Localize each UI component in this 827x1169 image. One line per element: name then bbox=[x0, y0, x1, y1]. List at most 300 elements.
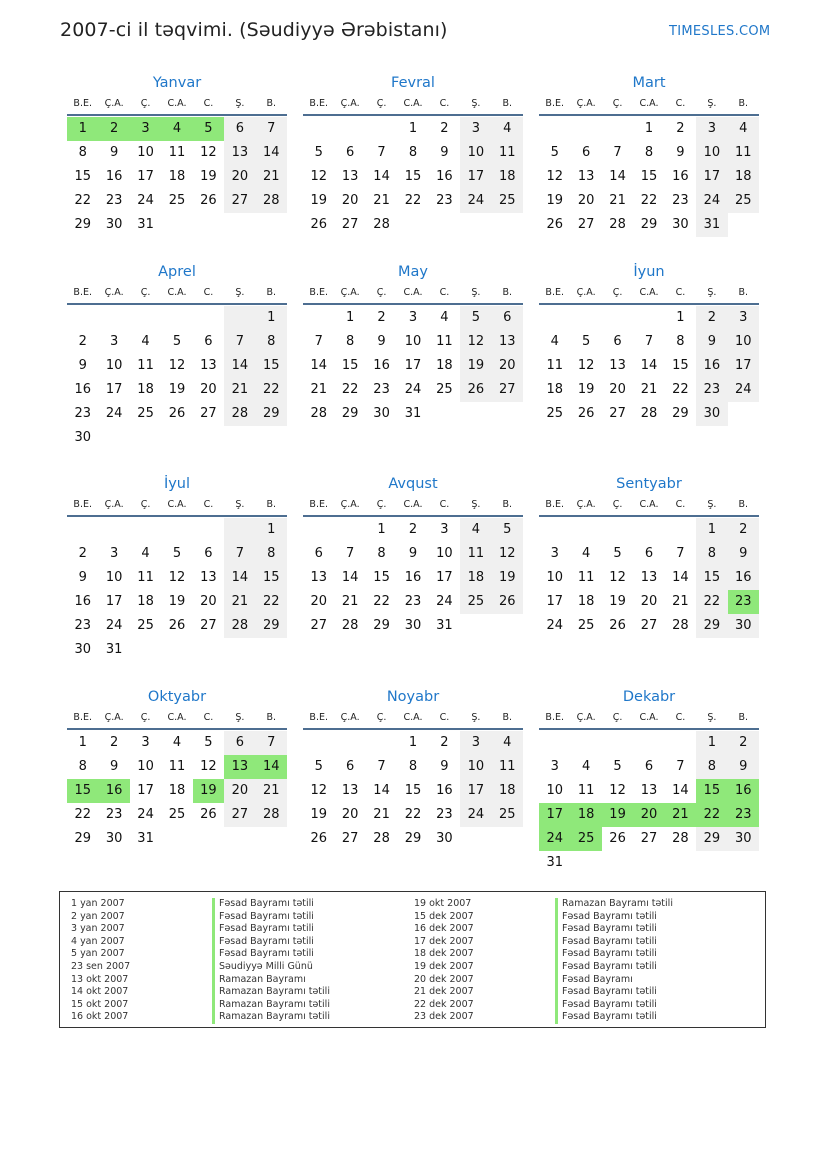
day-cell: 1 bbox=[696, 518, 727, 542]
weekday-header bbox=[67, 496, 287, 517]
day-cell: 13 bbox=[341, 169, 359, 184]
day-cell: 14 bbox=[341, 570, 359, 585]
day-grid bbox=[303, 117, 523, 237]
month-block bbox=[67, 260, 287, 450]
day-cell: 17 bbox=[404, 358, 422, 373]
weekday-label: Ş. bbox=[471, 499, 481, 510]
day-cell: 28 bbox=[224, 402, 255, 426]
day-cell: 29 bbox=[640, 217, 658, 232]
weekday-label: Ş. bbox=[707, 98, 717, 109]
holiday-name: Fəsad Bayramı tətili bbox=[555, 1011, 673, 1024]
day-cell: 24 bbox=[728, 378, 759, 402]
weekday-label: C. bbox=[675, 98, 686, 109]
day-cell: 11 bbox=[577, 783, 595, 798]
day-cell: 3 bbox=[408, 310, 418, 325]
weekday-label: B. bbox=[502, 287, 513, 298]
day-cell: 1 bbox=[256, 306, 287, 330]
day-cell: 31 bbox=[436, 618, 453, 633]
weekday-label: Ş. bbox=[707, 712, 717, 723]
weekday-label: Ş. bbox=[707, 287, 717, 298]
day-cell: 16 bbox=[436, 169, 453, 184]
day-cell: 25 bbox=[137, 618, 154, 633]
day-cell: 23 bbox=[696, 378, 727, 402]
month-name: Dekabr bbox=[622, 689, 676, 705]
holiday-names-column bbox=[555, 898, 673, 1024]
weekday-header bbox=[303, 284, 523, 305]
day-cell: 7 bbox=[345, 546, 355, 561]
day-cell: 23 bbox=[728, 803, 759, 827]
day-cell: 3 bbox=[460, 117, 491, 141]
day-cell: 9 bbox=[676, 145, 685, 160]
day-cell: 10 bbox=[460, 755, 491, 779]
holiday-name: Ramazan Bayramı tətili bbox=[555, 898, 673, 911]
day-cell: 25 bbox=[570, 827, 601, 851]
day-cell: 13 bbox=[640, 783, 658, 798]
weekday-label: B. bbox=[266, 98, 277, 109]
holiday-name: Ramazan Bayramı tətili bbox=[212, 999, 330, 1012]
day-cell: 4 bbox=[172, 735, 182, 750]
day-cell: 18 bbox=[168, 783, 186, 798]
weekday-label: Ç.A. bbox=[104, 98, 124, 109]
day-cell: 20 bbox=[310, 594, 327, 609]
day-cell: 31 bbox=[105, 642, 123, 657]
month-block bbox=[303, 260, 523, 426]
day-cell: 17 bbox=[539, 803, 570, 827]
day-cell: 5 bbox=[204, 735, 213, 750]
day-cell: 9 bbox=[78, 358, 87, 373]
day-cell: 2 bbox=[696, 306, 727, 330]
day-cell: 28 bbox=[672, 831, 689, 846]
day-cell: 1 bbox=[408, 735, 418, 750]
day-cell: 7 bbox=[256, 117, 287, 141]
day-cell: 17 bbox=[460, 779, 491, 803]
day-grid bbox=[67, 518, 287, 662]
day-cell: 21 bbox=[256, 165, 287, 189]
holiday-name: Ramazan Bayramı tətili bbox=[212, 986, 330, 999]
month-block bbox=[303, 472, 523, 638]
day-cell: 15 bbox=[672, 358, 689, 373]
weekday-label: Ç.A. bbox=[576, 98, 596, 109]
day-cell: 31 bbox=[404, 406, 422, 421]
day-cell: 16 bbox=[105, 169, 123, 184]
day-cell: 2 bbox=[98, 117, 129, 141]
weekday-label: C. bbox=[439, 287, 450, 298]
day-cell: 15 bbox=[256, 566, 287, 590]
day-cell: 4 bbox=[728, 117, 759, 141]
day-cell: 7 bbox=[224, 542, 255, 566]
day-cell: 27 bbox=[341, 217, 359, 232]
day-cell: 19 bbox=[168, 382, 186, 397]
day-cell: 14 bbox=[672, 783, 689, 798]
day-cell: 11 bbox=[436, 334, 453, 349]
day-cell: 2 bbox=[728, 731, 759, 755]
day-cell: 26 bbox=[577, 406, 595, 421]
holiday-dates-column bbox=[71, 898, 130, 1024]
weekday-label: Ş. bbox=[235, 499, 245, 510]
day-cell: 12 bbox=[310, 169, 327, 184]
day-cell: 7 bbox=[377, 759, 386, 774]
day-cell: 4 bbox=[550, 334, 559, 349]
day-cell: 1 bbox=[644, 121, 654, 136]
day-cell: 26 bbox=[310, 217, 327, 232]
day-cell: 29 bbox=[672, 406, 689, 421]
day-cell: 17 bbox=[728, 354, 759, 378]
day-cell: 19 bbox=[577, 382, 595, 397]
holiday-name: Fəsad Bayramı tətili bbox=[212, 936, 330, 949]
day-cell: 2 bbox=[728, 518, 759, 542]
day-cell: 6 bbox=[345, 145, 355, 160]
weekday-label: Ç. bbox=[612, 499, 623, 510]
day-cell: 27 bbox=[310, 618, 327, 633]
day-cell: 15 bbox=[404, 783, 422, 798]
day-cell: 21 bbox=[373, 807, 390, 822]
weekday-label: C.A. bbox=[167, 499, 187, 510]
month-name: Avqust bbox=[388, 476, 438, 492]
weekday-label: C.A. bbox=[403, 98, 423, 109]
month-block bbox=[539, 472, 759, 638]
weekday-label: Ç. bbox=[376, 712, 387, 723]
day-cell: 1 bbox=[345, 310, 355, 325]
holiday-list bbox=[59, 891, 766, 1028]
day-cell: 6 bbox=[613, 334, 622, 349]
holiday-name: Ramazan Bayramı bbox=[212, 974, 330, 987]
day-cell: 17 bbox=[436, 570, 453, 585]
day-grid bbox=[303, 306, 523, 426]
day-grid bbox=[303, 731, 523, 851]
weekday-label: B. bbox=[738, 98, 749, 109]
day-cell: 8 bbox=[78, 145, 87, 160]
day-cell: 17 bbox=[696, 165, 727, 189]
day-cell: 2 bbox=[78, 546, 87, 561]
day-cell: 7 bbox=[314, 334, 323, 349]
day-cell: 18 bbox=[168, 169, 186, 184]
day-cell: 4 bbox=[492, 117, 523, 141]
weekday-label: Ç. bbox=[140, 287, 151, 298]
day-cell: 20 bbox=[341, 193, 359, 208]
weekday-label: Ç.A. bbox=[576, 712, 596, 723]
day-cell: 15 bbox=[67, 779, 98, 803]
month-block bbox=[539, 71, 759, 237]
day-cell: 26 bbox=[200, 193, 217, 208]
day-cell: 5 bbox=[613, 759, 622, 774]
day-cell: 4 bbox=[141, 546, 150, 561]
month-name: May bbox=[398, 264, 428, 280]
day-cell: 17 bbox=[105, 382, 123, 397]
day-cell: 9 bbox=[728, 542, 759, 566]
holiday-date: 21 dek 2007 bbox=[414, 986, 474, 998]
weekday-label: B. bbox=[738, 712, 749, 723]
day-cell: 8 bbox=[408, 759, 418, 774]
day-cell: 16 bbox=[728, 566, 759, 590]
day-cell: 12 bbox=[492, 542, 523, 566]
weekday-label: Ş. bbox=[235, 287, 245, 298]
day-cell: 30 bbox=[373, 406, 390, 421]
day-cell: 17 bbox=[546, 594, 563, 609]
holiday-date: 23 dek 2007 bbox=[414, 1011, 474, 1023]
day-cell: 11 bbox=[546, 358, 563, 373]
day-cell: 4 bbox=[141, 334, 150, 349]
day-cell: 15 bbox=[74, 169, 91, 184]
day-cell: 8 bbox=[644, 145, 654, 160]
weekday-header bbox=[539, 284, 759, 305]
day-cell: 15 bbox=[373, 570, 390, 585]
weekday-label: Ç. bbox=[612, 287, 623, 298]
weekday-label: B. bbox=[738, 287, 749, 298]
weekday-label: C.A. bbox=[403, 712, 423, 723]
holiday-name: Fəsad Bayramı tətili bbox=[555, 923, 673, 936]
month-block bbox=[539, 260, 759, 426]
holiday-name: Fəsad Bayramı tətili bbox=[212, 948, 330, 961]
weekday-header bbox=[67, 284, 287, 305]
weekday-label: C.A. bbox=[639, 499, 659, 510]
empty-weekend-cell bbox=[224, 306, 255, 330]
day-cell: 13 bbox=[200, 358, 217, 373]
day-cell: 21 bbox=[341, 594, 359, 609]
day-cell: 17 bbox=[137, 783, 154, 798]
day-cell: 14 bbox=[310, 358, 327, 373]
brand-link[interactable]: TIMESLES.COM bbox=[669, 24, 771, 39]
day-grid bbox=[539, 306, 759, 426]
day-cell: 9 bbox=[440, 145, 449, 160]
day-cell: 25 bbox=[168, 807, 186, 822]
day-cell: 2 bbox=[78, 334, 87, 349]
day-cell: 22 bbox=[672, 382, 689, 397]
day-cell: 29 bbox=[404, 831, 422, 846]
day-cell: 11 bbox=[168, 145, 186, 160]
day-cell: 10 bbox=[436, 546, 453, 561]
weekday-label: C.A. bbox=[639, 98, 659, 109]
day-cell: 15 bbox=[696, 779, 727, 803]
month-name: Aprel bbox=[158, 264, 196, 280]
day-cell: 5 bbox=[613, 546, 622, 561]
day-cell: 20 bbox=[200, 594, 217, 609]
day-cell: 4 bbox=[581, 546, 591, 561]
day-cell: 19 bbox=[546, 193, 563, 208]
day-cell: 18 bbox=[492, 165, 523, 189]
day-cell: 26 bbox=[609, 831, 626, 846]
day-cell: 25 bbox=[492, 189, 523, 213]
day-cell: 18 bbox=[570, 803, 601, 827]
day-cell: 28 bbox=[373, 217, 390, 232]
day-cell: 20 bbox=[633, 803, 664, 827]
month-name: Mart bbox=[632, 75, 666, 91]
holiday-date: 2 yan 2007 bbox=[71, 910, 125, 922]
day-cell: 18 bbox=[577, 594, 595, 609]
day-cell: 11 bbox=[492, 755, 523, 779]
month-name: Noyabr bbox=[386, 689, 440, 705]
day-cell: 24 bbox=[696, 189, 727, 213]
holiday-dates-column bbox=[414, 898, 474, 1024]
day-cell: 6 bbox=[204, 546, 213, 561]
holiday-date: 15 okt 2007 bbox=[71, 998, 129, 1010]
day-cell: 22 bbox=[404, 193, 422, 208]
day-cell: 7 bbox=[644, 334, 654, 349]
day-cell: 20 bbox=[609, 382, 626, 397]
day-grid bbox=[67, 117, 287, 237]
day-cell: 16 bbox=[404, 570, 422, 585]
day-cell: 16 bbox=[74, 594, 91, 609]
day-cell: 16 bbox=[728, 779, 759, 803]
day-cell: 24 bbox=[546, 618, 563, 633]
day-cell: 12 bbox=[168, 358, 186, 373]
holiday-name: Fəsad Bayramı tətili bbox=[555, 986, 673, 999]
day-cell: 14 bbox=[224, 354, 255, 378]
day-cell: 20 bbox=[200, 382, 217, 397]
weekday-label: B. bbox=[266, 499, 277, 510]
day-grid bbox=[303, 518, 523, 638]
weekday-label: Ç. bbox=[612, 98, 623, 109]
day-cell: 30 bbox=[728, 614, 759, 638]
day-cell: 22 bbox=[74, 193, 91, 208]
day-cell: 9 bbox=[408, 546, 418, 561]
holiday-date: 17 dek 2007 bbox=[414, 935, 474, 947]
day-cell: 1 bbox=[256, 518, 287, 542]
day-cell: 9 bbox=[377, 334, 386, 349]
weekday-label: C. bbox=[203, 287, 214, 298]
weekday-label: B.E. bbox=[545, 499, 564, 510]
day-cell: 26 bbox=[168, 406, 186, 421]
day-cell: 21 bbox=[256, 779, 287, 803]
day-cell: 28 bbox=[224, 614, 255, 638]
holiday-name: Fəsad Bayramı tətili bbox=[555, 999, 673, 1012]
day-cell: 29 bbox=[696, 827, 727, 851]
day-cell: 10 bbox=[105, 358, 123, 373]
day-cell: 11 bbox=[137, 570, 154, 585]
day-cell: 28 bbox=[609, 217, 626, 232]
day-cell: 15 bbox=[404, 169, 422, 184]
day-cell: 12 bbox=[609, 783, 626, 798]
day-cell: 6 bbox=[314, 546, 323, 561]
day-cell: 29 bbox=[373, 618, 390, 633]
holiday-date: 15 dek 2007 bbox=[414, 910, 474, 922]
month-name: Fevral bbox=[391, 75, 435, 91]
day-cell: 14 bbox=[373, 169, 390, 184]
holiday-name: Fəsad Bayramı tətili bbox=[555, 961, 673, 974]
weekday-label: B.E. bbox=[545, 287, 564, 298]
day-cell: 5 bbox=[550, 145, 559, 160]
holiday-date: 3 yan 2007 bbox=[71, 923, 125, 935]
day-cell: 20 bbox=[224, 779, 255, 803]
day-cell: 18 bbox=[728, 165, 759, 189]
weekday-label: B.E. bbox=[309, 98, 328, 109]
day-cell: 13 bbox=[492, 330, 523, 354]
day-cell: 29 bbox=[256, 402, 287, 426]
weekday-header bbox=[539, 709, 759, 730]
day-cell: 3 bbox=[550, 546, 559, 561]
weekday-label: C.A. bbox=[167, 712, 187, 723]
day-cell: 30 bbox=[74, 642, 91, 657]
day-cell: 29 bbox=[74, 217, 91, 232]
day-cell: 8 bbox=[256, 330, 287, 354]
day-cell: 2 bbox=[408, 522, 418, 537]
empty-weekend-cell bbox=[224, 518, 255, 542]
day-cell: 9 bbox=[109, 759, 119, 774]
day-cell: 27 bbox=[640, 618, 658, 633]
day-cell: 1 bbox=[696, 731, 727, 755]
day-cell: 16 bbox=[672, 169, 689, 184]
day-cell: 24 bbox=[137, 193, 154, 208]
day-cell: 5 bbox=[314, 759, 323, 774]
month-block bbox=[303, 685, 523, 851]
day-cell: 29 bbox=[341, 406, 359, 421]
day-cell: 31 bbox=[696, 213, 727, 237]
weekday-label: Ş. bbox=[471, 712, 481, 723]
day-cell: 13 bbox=[341, 783, 359, 798]
day-cell: 8 bbox=[377, 546, 386, 561]
day-cell: 25 bbox=[577, 618, 595, 633]
holiday-name: Fəsad Bayramı tətili bbox=[555, 936, 673, 949]
day-cell: 27 bbox=[609, 406, 626, 421]
day-cell: 19 bbox=[193, 779, 224, 803]
day-cell: 4 bbox=[440, 310, 449, 325]
day-cell: 7 bbox=[676, 546, 685, 561]
day-cell: 24 bbox=[436, 594, 453, 609]
day-cell: 10 bbox=[137, 145, 154, 160]
weekday-label: B.E. bbox=[545, 98, 564, 109]
day-cell: 6 bbox=[644, 546, 654, 561]
day-cell: 22 bbox=[341, 382, 359, 397]
day-cell: 14 bbox=[373, 783, 390, 798]
day-cell: 14 bbox=[224, 566, 255, 590]
weekday-label: Ş. bbox=[235, 98, 245, 109]
day-cell: 22 bbox=[256, 378, 287, 402]
weekday-label: Ç. bbox=[376, 499, 387, 510]
weekday-label: C.A. bbox=[167, 98, 187, 109]
weekday-label: C. bbox=[439, 98, 450, 109]
holiday-date: 1 yan 2007 bbox=[71, 898, 125, 909]
day-cell: 21 bbox=[609, 193, 626, 208]
day-cell: 26 bbox=[609, 618, 626, 633]
day-cell: 8 bbox=[408, 145, 418, 160]
day-cell: 8 bbox=[256, 542, 287, 566]
day-cell: 31 bbox=[546, 855, 563, 870]
day-cell: 8 bbox=[676, 334, 685, 349]
holiday-name: Fəsad Bayramı tətili bbox=[212, 898, 330, 911]
day-cell: 23 bbox=[373, 382, 390, 397]
holiday-date: 4 yan 2007 bbox=[71, 935, 125, 947]
day-cell: 23 bbox=[74, 406, 91, 421]
day-cell: 3 bbox=[696, 117, 727, 141]
day-cell: 27 bbox=[224, 803, 255, 827]
day-cell: 24 bbox=[105, 406, 123, 421]
day-cell: 23 bbox=[672, 193, 689, 208]
day-cell: 14 bbox=[256, 141, 287, 165]
day-cell: 24 bbox=[460, 189, 491, 213]
weekday-label: C.A. bbox=[403, 499, 423, 510]
day-cell: 25 bbox=[546, 406, 563, 421]
holiday-date: 13 okt 2007 bbox=[71, 973, 129, 985]
day-cell: 3 bbox=[109, 546, 119, 561]
day-cell: 30 bbox=[404, 618, 422, 633]
weekday-header bbox=[67, 95, 287, 116]
day-cell: 10 bbox=[137, 759, 154, 774]
day-cell: 7 bbox=[613, 145, 622, 160]
day-cell: 30 bbox=[436, 831, 453, 846]
weekday-header bbox=[303, 496, 523, 517]
holiday-name: Səudiyyə Milli Günü bbox=[212, 961, 330, 974]
day-cell: 1 bbox=[408, 121, 418, 136]
holiday-name: Fəsad Bayramı tətili bbox=[212, 911, 330, 924]
day-cell: 27 bbox=[640, 831, 658, 846]
weekday-label: B.E. bbox=[73, 287, 92, 298]
day-cell: 3 bbox=[550, 759, 559, 774]
weekday-label: Ç.A. bbox=[340, 287, 360, 298]
day-cell: 13 bbox=[200, 570, 217, 585]
weekday-label: Ç.A. bbox=[576, 287, 596, 298]
day-cell: 22 bbox=[640, 193, 658, 208]
weekday-label: C. bbox=[675, 499, 686, 510]
weekday-header bbox=[539, 95, 759, 116]
